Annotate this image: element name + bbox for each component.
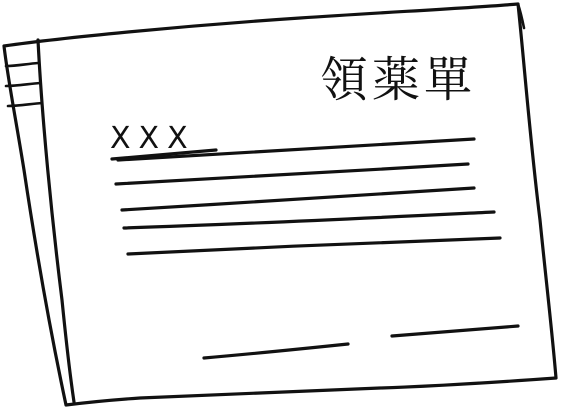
date-line [392, 326, 518, 336]
signature-line [204, 344, 348, 358]
binding-stripe [6, 63, 38, 66]
booklet-spine-line [38, 40, 74, 402]
content-line [124, 212, 494, 228]
title-text: 領薬單 [320, 52, 477, 108]
name-placeholder-text: XXX [110, 121, 196, 156]
content-line [116, 164, 468, 184]
content-line [122, 188, 474, 210]
content-line [128, 238, 500, 254]
